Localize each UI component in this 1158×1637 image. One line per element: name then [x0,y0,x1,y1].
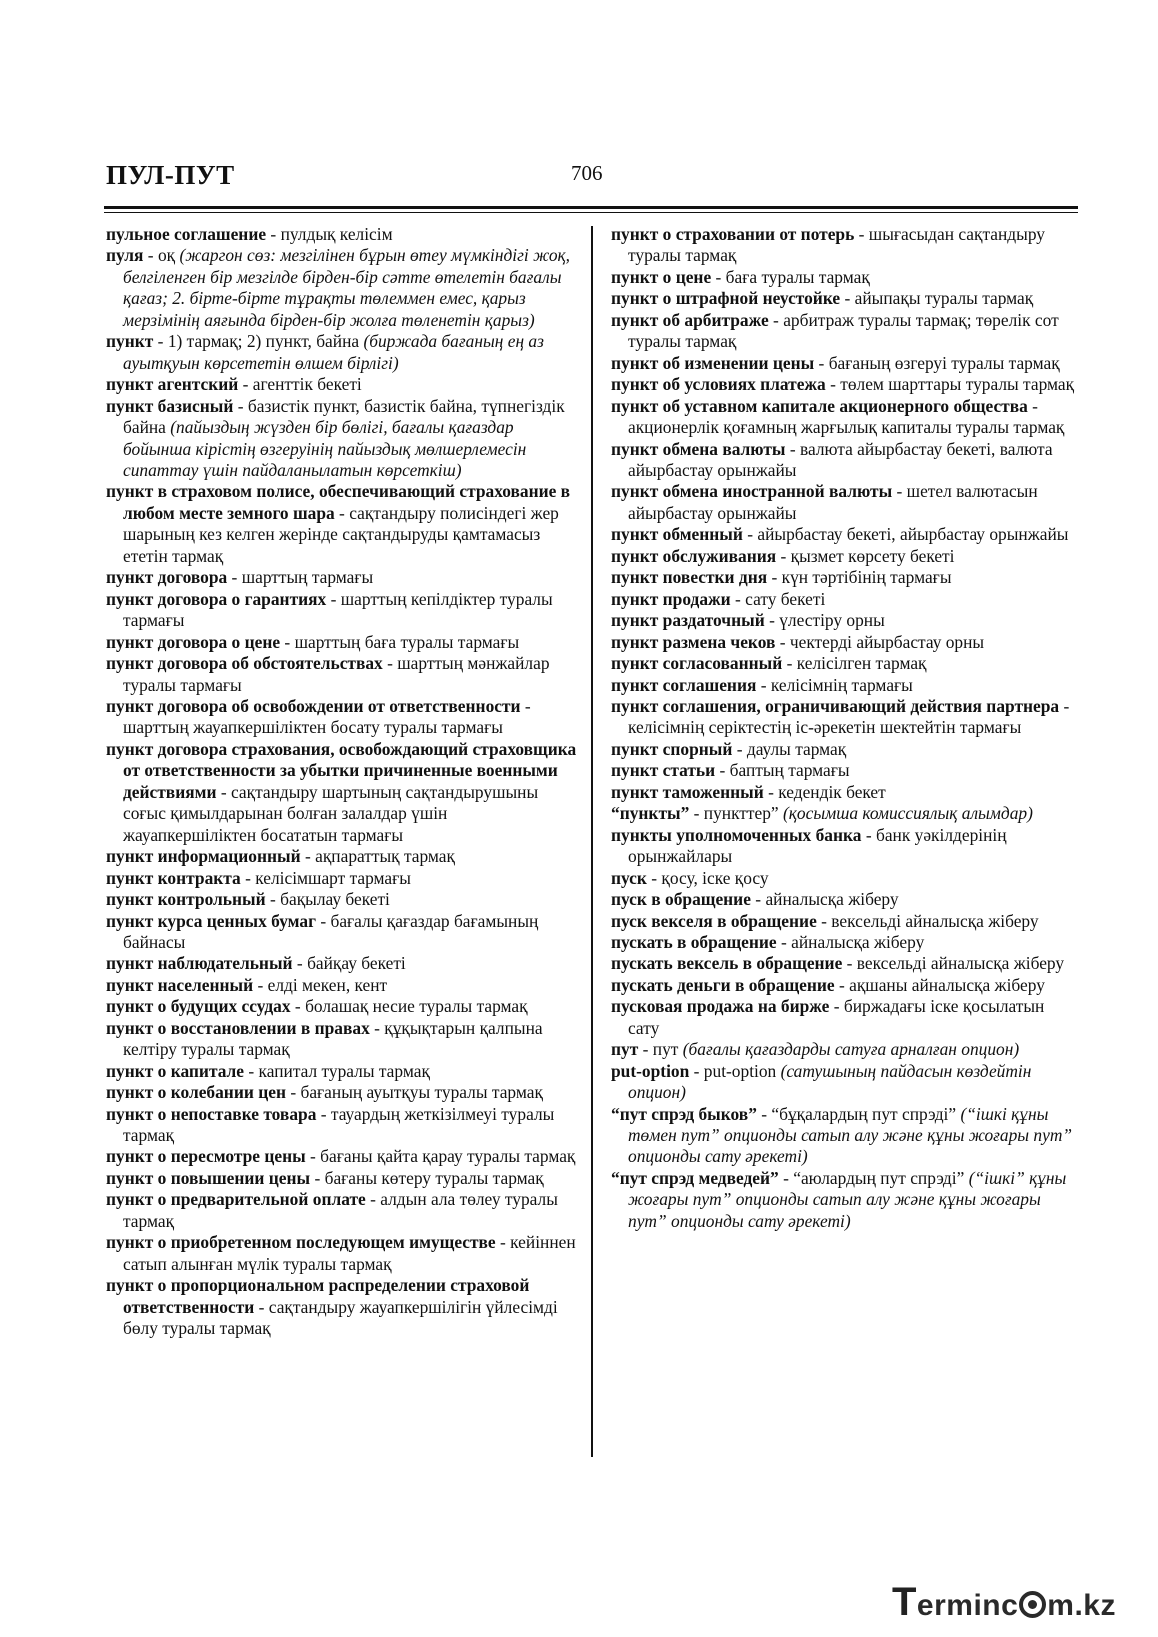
entry-definition: алдын ала төлеу туралы тармақ [123,1189,558,1231]
entry-separator: - [300,846,316,867]
entry-note: (қосымша комиссиялық алымдар) [783,803,1033,824]
entry-definition: шарттың тармағы [241,567,374,588]
entry-note: (бағалы қағаздарды сатуға арналған опцион) [682,1039,1020,1060]
dictionary-entry [106,739,578,846]
dictionary-entry [611,868,1079,889]
watermark-first-letter: T [891,1580,917,1624]
entry-separator: - [750,889,766,910]
entry-separator: - [778,1167,794,1188]
entry-separator: - [689,803,704,824]
dictionary-entry [611,1168,1079,1232]
dictionary-entry [611,353,1079,374]
entry-term: пункт договора [106,567,228,588]
entry-definition: “аюлардың пут спрэді” [793,1167,969,1188]
entry-term: “пут спрэд быков” [611,1103,757,1124]
entry-definition: үлестіру орны [779,610,885,631]
dictionary-entry [106,224,578,245]
dictionary-entry [611,439,1079,482]
entry-term: пункт о колебании цен [106,1082,286,1103]
entry-definition: болашақ несие туралы тармақ [305,996,528,1017]
entry-term: пункт согласованный [611,653,783,674]
dictionary-entry [106,567,578,588]
entry-term: пуск [611,867,647,888]
dictionary-entry [106,396,578,482]
entry-separator: - [326,588,341,609]
entry-note: (“ішкі” құны жоғары пут” опционды сатып алу және құны жоғары пут” опционды сату әрекеті) [628,1167,1067,1231]
entry-definition: айыпақы туралы тармақ [854,288,1034,309]
dictionary-entry [611,889,1079,910]
entry-definition: бақылау бекеті [280,889,390,910]
entry-definition: қосу, іске қосу [661,867,769,888]
entry-definition: банк уәкілдерінің орынжайлары [628,824,1007,867]
entry-definition: сақтандыру жауапкершілігін үйлесімді бөлу туралы тармақ [123,1296,558,1339]
entry-note: (жаргон сөз: мезгілінен бұрын өтеу мүмкіндігі жоқ, белгіленген бір мезгілде бірден-бір сәтте өтелетін бағалы қағаз; 2. бірте-бірте тұрақты төлеммен емес, қарыз мерзімінің аяғында бірден-бір жолға төленетін қарыз) [123,245,571,330]
entry-separator: - [814,352,829,373]
entry-definition: бағаның өзгеруі туралы тармақ [828,352,1060,373]
dictionary-entry [106,1018,578,1061]
entry-term: пункт о приобретенном последующем имуществе [106,1232,496,1253]
dictionary-entry [106,374,578,395]
entry-term: пункт [106,331,154,352]
entry-separator: - [732,738,747,759]
watermark-text-part2: m.kz [1047,1589,1116,1622]
entry-term: пункт спорный [611,738,733,759]
dictionary-entry [611,975,1079,996]
dictionary-entry [106,975,578,996]
entry-term: пункт об условиях платежа [611,374,826,395]
entry-definition: құқықтарын қалпына келтіру туралы тармақ [123,1017,543,1060]
dictionary-entry [611,481,1079,524]
dictionary-entry [611,310,1079,353]
entry-separator: - [764,610,780,631]
entry-term: пункт базисный [106,395,234,416]
dictionary-entry [106,653,578,696]
dictionary-entry [611,546,1079,567]
dictionary-entry [611,396,1079,439]
dictionary-entry [611,760,1079,781]
dictionary-entry [611,1061,1079,1104]
entry-term: пункт о повышении цены [106,1167,311,1188]
entry-separator: - [834,974,850,995]
entry-separator: - [310,1167,325,1188]
column-divider [591,226,593,1457]
entry-separator: - [829,996,844,1017]
entry-definition: айналысқа жіберу [765,889,899,910]
dictionary-entry [106,245,578,331]
entry-definition: келісімшарт тармағы [255,867,411,888]
entry-separator: - [238,374,253,395]
entry-definition: пункттер” [703,803,783,824]
entry-definition: put-option [703,1060,781,1081]
entry-term: пункт курса ценных бумаг [106,910,316,931]
entry-term: пункт в страховом полисе, обеспечивающий страхование в любом месте земного шара [106,481,571,523]
dictionary-entry [106,953,578,974]
dictionary-entry [106,996,578,1017]
entry-definition: баптың тармағы [729,760,850,781]
entry-definition: айырбастау бекеті, айырбастау орынжайы [757,524,1069,545]
dictionary-entry [106,589,578,632]
entry-definition: ақшаны айналысқа жіберу [849,974,1045,995]
entry-separator: - [334,502,350,523]
entry-definition: елді мекен, кент [267,974,388,995]
entry-separator: - [240,867,256,888]
entry-separator: - [892,481,907,502]
dictionary-entry [106,481,578,567]
entry-term: пункт о пересмотре цены [106,1146,306,1167]
dictionary-entry [106,1061,578,1082]
entry-separator: - [520,695,531,716]
entry-separator: - [861,824,876,845]
entry-definition: базистік пункт, базистік байна, түпнегіздік байна [123,395,565,438]
entry-definition: келісімнің тармағы [770,674,913,695]
entry-term: пункт агентский [106,374,239,395]
entry-term: пункт договора о цене [106,631,281,652]
entry-separator: - [315,910,331,931]
entry-term: пуск в обращение [611,889,751,910]
entry-definition: шарттың баға туралы тармағы [294,631,520,652]
entry-term: пункт договора о гарантиях [106,588,327,609]
entry-separator: - [730,588,746,609]
entry-definition: “бұқалардың пут спрэді” [771,1103,961,1124]
dictionary-entry [106,1146,578,1167]
dictionary-entry [611,524,1079,545]
dictionary-entry [106,889,578,910]
entry-separator: - [495,1232,511,1253]
entry-separator: - [1059,695,1070,716]
entry-term: пункт договора страхования, освобождающий страховщика от ответственности за убытки причиненные военными действиями [106,738,577,802]
entry-definition: даулы тармақ [746,738,847,759]
entry-definition: чектерді айырбастау орны [789,631,985,652]
dictionary-entry [106,1082,578,1103]
entry-term: пункт раздаточный [611,610,765,631]
entry-definition: сату бекеті [745,588,826,609]
entry-definition: төлем шарттары туралы тармақ [840,374,1075,395]
entry-note: (“ішкі құны төмен пут” опционды сатып алу және құны жоғары пут” опционды сату әрекеті) [628,1103,1073,1167]
entry-definition: келісілген тармақ [796,653,927,674]
page-header-title: ПУЛ-ПУТ [106,160,235,190]
entry-definition: күн тәртібінің тармағы [781,567,952,588]
entry-separator: - [840,288,855,309]
entry-separator: - [816,910,832,931]
dictionary-entry [611,1039,1079,1060]
dictionary-entry [106,846,578,867]
entry-term: “пут спрэд медведей” [611,1167,779,1188]
entry-term: пункт о пропорциональном распределении страховой ответственности [106,1275,530,1317]
dictionary-entry [611,374,1079,395]
entry-separator: - [776,545,791,566]
entry-term: пункт о капитале [106,1060,245,1081]
entry-term: пульное соглашение [106,224,267,244]
entry-term: пункт об изменении цены [611,352,815,373]
dictionary-entry [611,1104,1079,1168]
termincom-watermark-logo [892,1580,1116,1625]
entry-term: пункт о будущих ссудах [106,996,291,1017]
entry-definition: кейіннен сатып алынған мүлік туралы тармақ [123,1232,576,1274]
entry-definition: бағаның ауытқуы туралы тармақ [300,1082,543,1103]
dictionary-entry [106,1232,578,1275]
entry-note: (пайыздың жүзден бір бөлігі, бағалы қағаздар бойынша кірістің өзгеруінің пайыздық мөлшерлемесін сипаттау үшін пайдаланылатын көрсеткіш) [123,417,527,480]
dictionary-entry [611,224,1079,267]
entry-term: пускать деньги в обращение [611,974,835,995]
dictionary-entry [611,589,1079,610]
dictionary-entry [611,803,1079,824]
entry-separator: - [244,1060,259,1081]
entry-separator: - [369,1017,385,1038]
entry-definition: вексельді айналысқа жіберу [856,953,1065,974]
entry-definition: вексельді айналысқа жіберу [831,910,1039,931]
dictionary-entry [611,267,1079,288]
entry-term: put-option [611,1060,690,1081]
entry-term: пункт договора об освобождении от ответственности [106,695,521,716]
entry-definition: баға туралы тармақ [725,266,870,287]
entry-definition: агенттік бекеті [252,374,362,395]
entry-definition: кедендік бекет [778,781,886,802]
entry-term: пункт о восстановлении в правах [106,1017,370,1038]
entry-term: пункт об уставном капитале акционерного общества [611,395,1028,416]
entry-separator: - [227,567,242,588]
entry-definition: арбитраж туралы тармақ; төрелік сот туралы тармақ [628,309,1059,352]
entry-separator: - [782,653,797,674]
entry-separator: - [756,1103,772,1124]
entry-separator: - [305,1146,321,1167]
entry-separator: - [768,309,784,330]
entry-separator: - [285,1082,301,1103]
entry-separator: - [266,224,281,244]
entry-term: пункт обмена валюты [611,438,786,459]
entry-separator: - [715,760,730,781]
entry-definition: пут [652,1039,683,1060]
entry-definition: пулдық келісім [280,224,393,244]
entry-term: пускать вексель в обращение [611,953,843,974]
entry-definition: акционерлік қоғамның жарғылық капиталы туралы тармақ [628,417,1065,438]
entry-definition: тауардың жеткізілмеуі туралы тармақ [123,1103,555,1146]
entry-term: пункт об арбитраже [611,309,769,330]
entry-term: пуск векселя в обращение [611,910,817,931]
entry-separator: - [646,867,662,888]
dictionary-entry [106,1168,578,1189]
entry-definition: 1) тармақ; 2) пункт, байна [167,331,364,352]
dictionary-entry [611,696,1079,739]
entry-term: пункт размена чеков [611,631,776,652]
entry-separator: - [254,1296,269,1317]
entry-term: пункт обмена иностранной валюты [611,481,893,502]
entry-separator: - [316,1103,331,1124]
entry-definition: бағалы қағаздар бағамының байнасы [123,910,539,952]
entry-term: пуля [106,245,144,266]
entry-term: пункт контрольный [106,889,266,910]
entry-definition: шарттың мәнжайлар туралы тармағы [123,653,550,695]
entry-term: пункт статьи [611,760,716,781]
entry-term: пункт населенный [106,974,254,995]
entry-separator: - [253,974,268,995]
entry-definition: шығасыдан сақтандыру туралы тармақ [628,224,1045,266]
entry-term: пункт обменный [611,524,743,545]
entry-separator: - [290,996,306,1017]
entry-definition: бағаны қайта қарау туралы тармақ [320,1146,576,1167]
dictionary-entry [106,1104,578,1147]
entry-separator: - [742,524,758,545]
entry-definition: сақтандыру шартының сақтандырушыны соғыс қимылдарынан болған залалдар үшін жауапкершіліктен босататын тармағы [123,781,539,845]
entry-separator: - [143,245,158,266]
entry-separator: - [776,931,792,952]
entry-term: пункт таможенный [611,781,764,802]
entry-definition: сақтандыру полисіндегі жер шарының кез келген жерінде сақтандыруды қамтамасыз ететін тармақ [123,502,559,566]
entry-separator: - [365,1189,381,1210]
entry-separator: - [842,953,857,974]
entry-separator: - [265,889,281,910]
entry-term: пускать в обращение [611,931,777,952]
entry-separator: - [216,781,231,802]
dictionary-entry [106,1275,578,1339]
entry-separator: - [1027,395,1038,416]
dictionary-entry [611,653,1079,674]
entry-definition: валюта айырбастау бекеті, валюта айырбастау орынжайы [628,438,1053,480]
dictionary-entry [106,911,578,954]
entry-term: “пункты” [611,803,690,824]
entry-separator: - [233,395,248,416]
entry-separator: - [711,266,726,287]
entry-separator: - [756,674,771,695]
header-rule-thick [104,206,1078,209]
entry-note: (биржада бағаның ең аз ауытқуын көрсететін өлшем бірлігі) [123,331,544,373]
entry-term: пункт о предварительной оплате [106,1189,366,1210]
dictionary-entry [611,288,1079,309]
entry-separator: - [153,331,168,352]
entry-definition: бағаны көтеру туралы тармақ [324,1167,544,1188]
dictionary-entry [611,953,1079,974]
entry-term: пункт контракта [106,867,241,888]
right-column [611,224,1079,1232]
entry-separator: - [775,631,790,652]
dictionary-entry [611,675,1079,696]
entry-definition: байқау бекеті [307,953,406,974]
entry-separator: - [382,653,398,674]
dictionary-entry [106,1189,578,1232]
entry-separator: - [280,631,295,652]
entry-term: пункт соглашения, ограничивающий действия партнера [611,695,1060,716]
left-column [106,224,578,1340]
dictionary-entry [611,610,1079,631]
dictionary-entry [106,696,578,739]
entry-definition: ақпараттық тармақ [315,846,455,867]
dictionary-entry [611,996,1079,1039]
entry-definition: шетел валютасын айырбастау орынжайы [628,481,1038,523]
dictionary-entry [611,911,1079,932]
dictionary-entry [611,739,1079,760]
entry-term: пункт наблюдательный [106,953,293,974]
entry-definition: оқ [157,245,180,266]
entry-separator: - [854,224,869,244]
entry-term: пункт обслуживания [611,545,777,566]
entry-definition: келісімнің серіктестің іс-әрекетін шектейтін тармағы [628,717,1022,738]
entry-separator: - [825,374,841,395]
dictionary-entry [611,782,1079,803]
entry-separator: - [689,1060,704,1081]
entry-separator: - [767,567,782,588]
entry-term: пункт о штрафной неустойке [611,288,841,309]
dictionary-entry [106,331,578,374]
entry-term: пут [611,1039,639,1060]
dictionary-entry [106,868,578,889]
entry-term: пусковая продажа на бирже [611,996,830,1017]
entry-term: пункт о непоставке товара [106,1103,317,1124]
entry-term: пункт о страховании от потерь [611,224,855,244]
entry-definition: биржадағы іске қосылатын сату [628,996,1045,1038]
dictionary-entry [611,567,1079,588]
dictionary-entry [611,632,1079,653]
entry-definition: қызмет көрсету бекеті [790,545,955,566]
entry-separator: - [785,438,800,459]
entry-definition: айналысқа жіберу [791,931,925,952]
entry-term: пункт договора об обстоятельствах [106,653,383,674]
watermark-o-icon [1019,1591,1046,1618]
header-rule-thin [104,212,1078,213]
entry-term: пункт повестки дня [611,567,768,588]
entry-separator: - [638,1039,653,1060]
watermark-text-part1: erminc [916,1589,1019,1622]
entry-term: пункт соглашения [611,674,757,695]
entry-term: пункт о цене [611,266,712,287]
entry-term: пункт информационный [106,846,301,867]
entry-separator: - [292,953,308,974]
entry-note: (сатушының пайдасын көздейтін опцион) [628,1060,1032,1103]
entry-definition: шарттың жауапкершіліктен босату туралы тармағы [123,717,503,738]
dictionary-entry [611,932,1079,953]
entry-definition: шарттың кепілдіктер туралы тармағы [123,588,553,631]
entry-definition: капитал туралы тармақ [258,1060,430,1081]
entry-separator: - [763,781,779,802]
entry-term: пункт продажи [611,588,731,609]
dictionary-entry [106,632,578,653]
dictionary-entry [611,825,1079,868]
entry-term: пункты уполномоченных банка [611,824,862,845]
page-number: 706 [571,161,603,185]
